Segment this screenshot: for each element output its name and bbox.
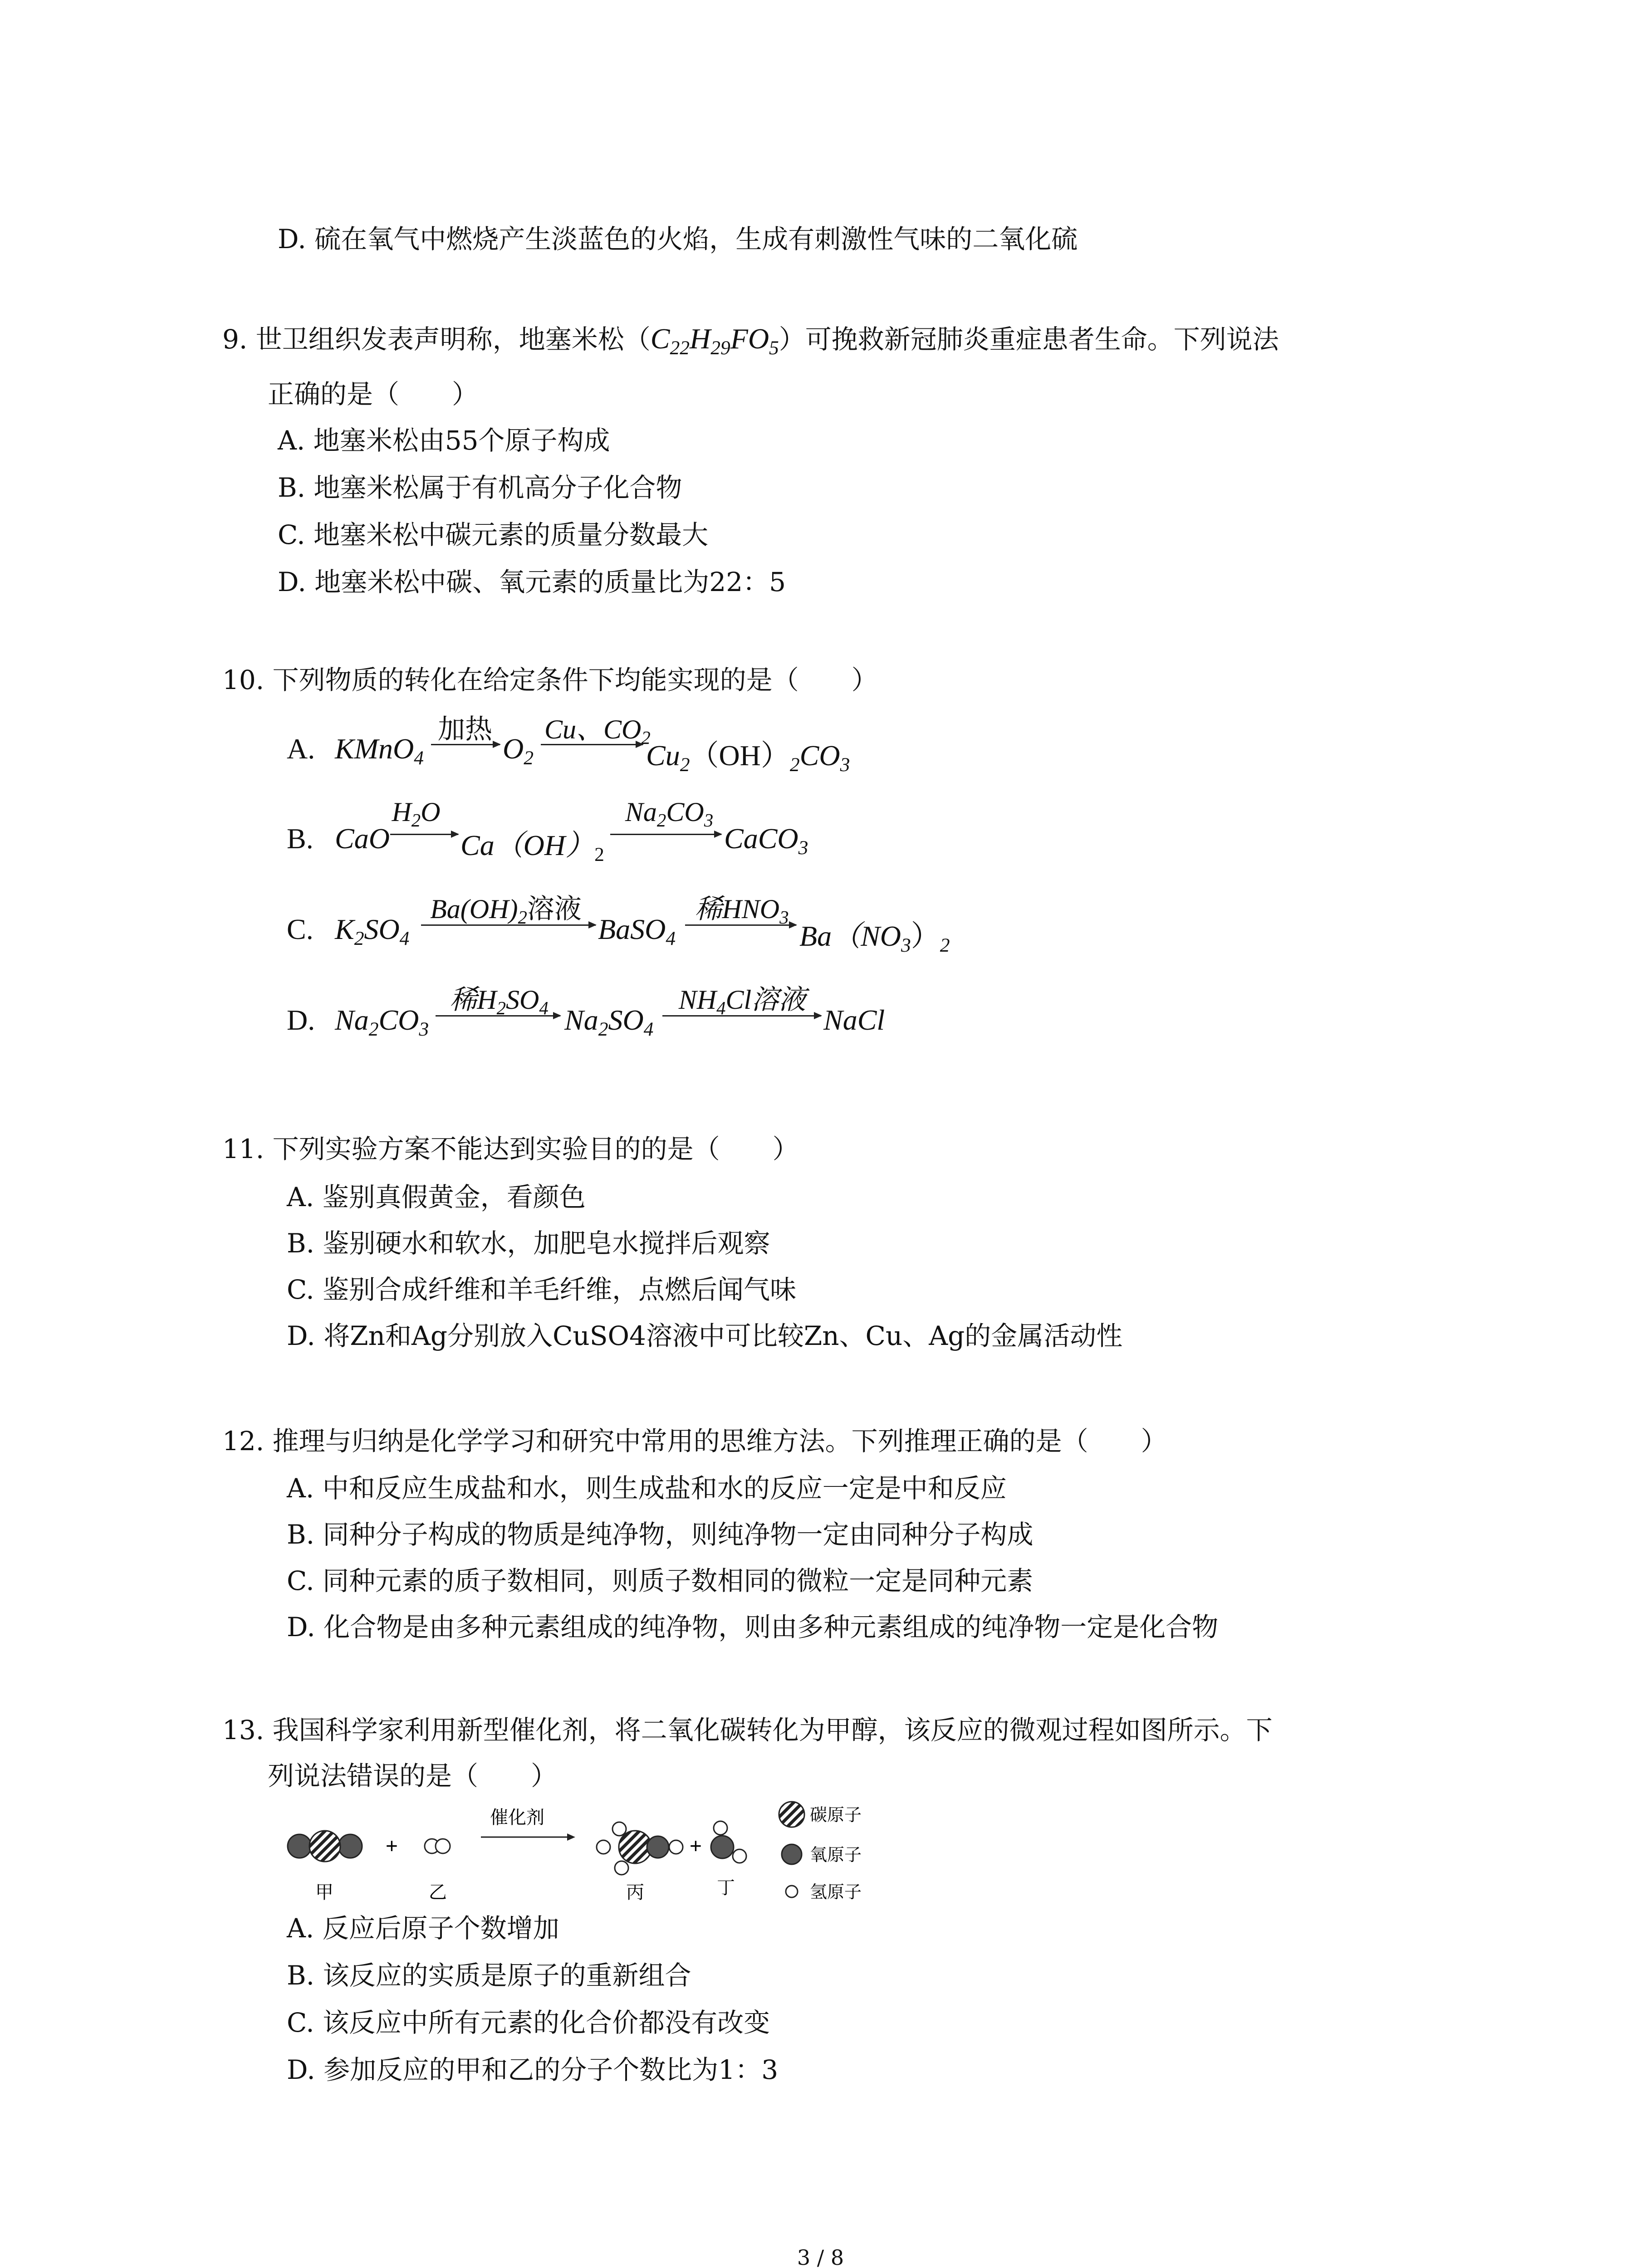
- q11-option-d: D. 将Zn和Ag分别放入CuSO4溶液中可比较Zn、Cu、Ag的金属活动性: [287, 1320, 1123, 1351]
- q11-option-b: B. 鉴别硬水和软水，加肥皂水搅拌后观察: [287, 1228, 770, 1259]
- q10-b-cond2: $Na_2CO_3$: [625, 797, 714, 831]
- q10-b-s3: CaCO$_3$: [724, 822, 808, 859]
- label-ding: 丁: [717, 1877, 735, 1898]
- q9-option-d: D. 地塞米松中碳、氧元素的质量比为22：5: [278, 567, 786, 597]
- label-yi: 乙: [429, 1882, 447, 1903]
- q9-stem-b: ）可挽救新冠肺炎重症患者生命。下列说法: [779, 324, 1279, 355]
- q10-b-s1: CaO: [335, 822, 390, 855]
- q10-a-cond2: Cu、$CO_2$: [544, 714, 651, 748]
- q10-a-label: A.: [287, 733, 315, 765]
- q10-b-arrow2: [610, 834, 721, 835]
- q10-c-s1: $K_2SO_4$: [335, 913, 410, 950]
- q10-a-arrow2: [541, 744, 643, 745]
- q10-d-cond2: $NH_4Cl$溶液: [678, 985, 806, 1019]
- plus-sign-1: +: [386, 1834, 398, 1857]
- q12-stem: 12. 推理与归纳是化学学习和研究中常用的思维方法。下列推理正确的是（ ）: [222, 1426, 1167, 1457]
- plus-sign-2: +: [690, 1834, 702, 1857]
- q13-stem-cont: 列说法错误的是（ ）: [268, 1760, 558, 1791]
- q10-d-cond1: 稀$H_2SO_4$: [450, 985, 549, 1019]
- q13-option-a: A. 反应后原子个数增加: [287, 1913, 559, 1944]
- legend-hydrogen: 氢原子: [810, 1882, 862, 1902]
- q12-option-d: D. 化合物是由多种元素组成的纯净物，则由多种元素组成的纯净物一定是化合物: [287, 1612, 1219, 1642]
- molecule-yi: [425, 1839, 450, 1853]
- q10-a-s1: KMnO$_4$: [335, 733, 424, 769]
- reaction-diagram: [272, 1792, 907, 1923]
- q10-c-arrow1: [421, 924, 596, 926]
- q10-c-s2: BaSO$_4$: [598, 913, 676, 950]
- label-bing: 丙: [626, 1882, 644, 1903]
- q9-stem: [222, 324, 1279, 358]
- q10-c-s3: $Ba(NO_3)_2$: [799, 920, 950, 957]
- q10-d-s2: $Na_2SO_4$: [564, 1004, 654, 1041]
- q12-option-a: A. 中和反应生成盐和水，则生成盐和水的反应一定是中和反应: [287, 1473, 1007, 1504]
- q9-option-b: B. 地塞米松属于有机高分子化合物: [278, 472, 682, 503]
- q10-c-cond2: 稀$HNO_3$: [695, 894, 789, 928]
- q9-stem-cont: 正确的是（ ）: [268, 379, 479, 410]
- catalyst-label: 催化剂: [490, 1807, 544, 1828]
- q8-option-d: D. 硫在氧气中燃烧产生淡蓝色的火焰，生成有刺激性气味的二氧化硫: [278, 224, 1078, 254]
- q10-d-s3: NaCl: [823, 1004, 885, 1036]
- q10-d-label: D.: [287, 1004, 315, 1036]
- molecule-ding: [711, 1821, 746, 1863]
- q10-a-arrow1: [431, 744, 500, 745]
- q10-b-arrow1: [390, 834, 458, 835]
- q10-b-cond1: $H_2O$: [392, 797, 441, 831]
- molecule-jia: [288, 1831, 362, 1862]
- reaction-arrowhead: [567, 1833, 575, 1841]
- q10-c-label: C.: [287, 913, 314, 945]
- q10-b-s2: $Ca(OH)_2$: [460, 829, 604, 866]
- q10-a-s2: $O_2$: [503, 733, 534, 769]
- q12-option-c: C. 同种元素的质子数相同，则质子数相同的微粒一定是同种元素: [287, 1565, 1034, 1596]
- label-jia: 甲: [315, 1882, 333, 1903]
- molecule-bing: [597, 1822, 683, 1875]
- q10-stem: 10. 下列物质的转化在给定条件下均能实现的是（ ）: [222, 665, 878, 695]
- legend: [779, 1802, 862, 1902]
- page-number: 3 / 8: [797, 2245, 844, 2268]
- q9-formula: $C_{22}H_{29}FO_5$: [650, 323, 779, 359]
- q10-a-cond1: 加热: [438, 714, 492, 744]
- q10-b-label: B.: [287, 822, 314, 855]
- q13-option-b: B. 该反应的实质是原子的重新组合: [287, 1960, 691, 1991]
- q10-c-arrow2: [685, 924, 796, 926]
- q10-d-arrow1: [436, 1015, 560, 1017]
- q9-option-c: C. 地塞米松中碳元素的质量分数最大: [278, 519, 709, 550]
- q9-stem-a: 9. 世卫组织发表声明称，地塞米松（: [222, 324, 651, 355]
- q10-c-cond1: $Ba(OH)_2$溶液: [430, 894, 582, 928]
- q11-stem: 11. 下列实验方案不能达到实验目的的是（ ）: [222, 1134, 799, 1164]
- q11-option-c: C. 鉴别合成纤维和羊毛纤维，点燃后闻气味: [287, 1274, 797, 1305]
- q13-stem: 13. 我国科学家利用新型催化剂，将二氧化碳转化为甲醇，该反应的微观过程如图所示。下: [222, 1715, 1273, 1745]
- q13-option-d: D. 参加反应的甲和乙的分子个数比为1：3: [287, 2054, 779, 2085]
- q10-a-s3: $Cu_2(OH)_2CO_3$: [646, 739, 850, 776]
- q10-d-arrow2: [662, 1015, 821, 1017]
- legend-oxygen: 氧原子: [810, 1845, 862, 1865]
- q12-option-b: B. 同种分子构成的物质是纯净物，则纯净物一定由同种分子构成: [287, 1519, 1034, 1550]
- q9-option-a: A. 地塞米松由55个原子构成: [278, 425, 610, 456]
- q11-option-a: A. 鉴别真假黄金，看颜色: [287, 1182, 586, 1212]
- q10-d-s1: $Na_2CO_3$: [335, 1004, 429, 1041]
- legend-carbon: 碳原子: [810, 1805, 862, 1825]
- q13-option-c: C. 该反应中所有元素的化合价都没有改变: [287, 2007, 770, 2038]
